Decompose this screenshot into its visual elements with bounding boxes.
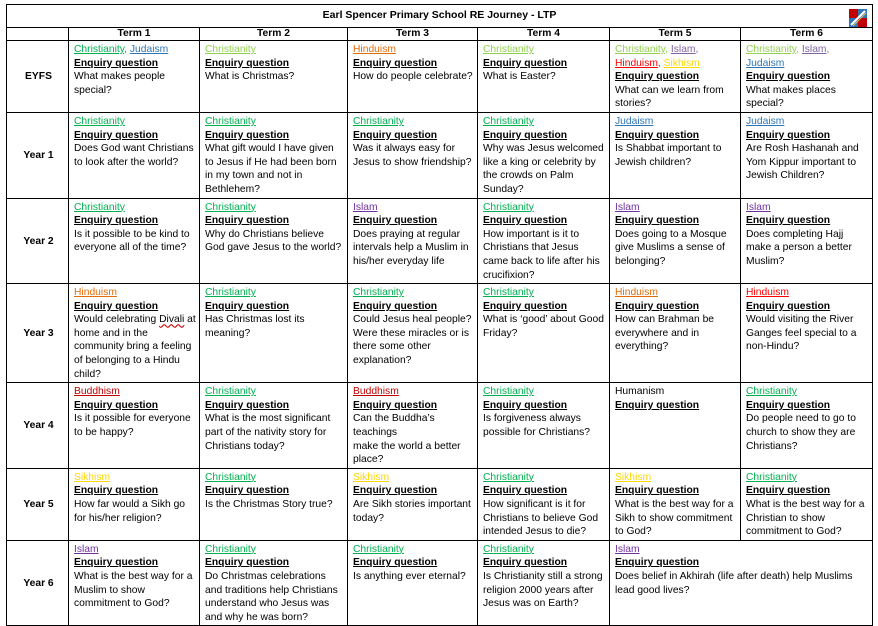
religion-name: Christianity	[483, 386, 534, 398]
religion-name: Christianity	[746, 471, 797, 483]
unit-cell	[741, 198, 873, 284]
religion-name: ,	[657, 57, 664, 69]
religion-name: Christianity	[74, 201, 125, 213]
religion-label	[483, 43, 606, 57]
enquiry-question-text: Does going to a Mosque give Muslims a sense of belonging?	[615, 228, 727, 267]
enquiry-question-label: Enquiry question	[483, 57, 568, 69]
header-term-4: Term 4	[478, 28, 610, 41]
row-label: Year 2	[7, 198, 69, 284]
unit-cell	[478, 383, 610, 469]
enquiry-question-text: Is Shabbat important to Jewish children?	[615, 143, 722, 168]
enquiry-question-label: Enquiry question	[74, 557, 159, 569]
religion-label	[74, 385, 196, 399]
enquiry-question-label: Enquiry question	[746, 71, 831, 83]
unit-cell	[69, 284, 200, 383]
religion-name: ,	[124, 44, 130, 55]
enquiry-question-label: Enquiry question	[746, 399, 831, 411]
header-term-5: Term 5	[610, 28, 741, 41]
religion-name: Christianity	[205, 201, 256, 213]
term-header-row	[7, 28, 873, 41]
unit-cell	[200, 383, 348, 469]
enquiry-question-label: Enquiry question	[746, 485, 831, 497]
unit-cell	[200, 284, 348, 383]
enquiry-question-label: Enquiry question	[205, 129, 290, 141]
religion-name: Hinduism	[746, 287, 789, 299]
religion-name: Christianity	[483, 471, 534, 483]
enquiry-question-text: What is Easter?	[483, 71, 556, 83]
religion-name: Christianity	[205, 44, 256, 55]
enquiry-question-text: How important is it to Christians that Jesus came back to life after his crucifixion?	[483, 228, 600, 281]
religion-name: Christianity	[205, 543, 256, 555]
enquiry-question-label: Enquiry question	[353, 129, 438, 141]
unit-cell	[610, 383, 741, 469]
enquiry-question-label: Enquiry question	[615, 71, 700, 83]
enquiry-question-text: What is the best way for a Christian to show commitment to God?	[746, 499, 865, 538]
unit-cell	[348, 383, 478, 469]
religion-label	[746, 471, 869, 485]
enquiry-question-label: Enquiry question	[205, 215, 290, 227]
unit-cell	[348, 540, 478, 626]
unit-cell	[348, 112, 478, 198]
religion-name: Islam	[801, 44, 827, 55]
enquiry-question-text: Does completing Hajj make a person a better Muslim?	[746, 228, 852, 267]
enquiry-question-text: Is the Christmas Story true?	[205, 499, 333, 510]
enquiry-question-label: Enquiry question	[353, 215, 438, 227]
religion-label	[74, 115, 196, 129]
religion-name: Christianity	[205, 386, 256, 398]
enquiry-question-text: Does praying at regular intervals help a Muslim in his/her everyday life	[353, 228, 469, 267]
religion-name: Sikhism	[663, 57, 700, 69]
unit-cell	[478, 198, 610, 284]
enquiry-question-text: Has Christmas lost its meaning?	[205, 314, 305, 339]
religion-name: Christianity	[483, 44, 534, 55]
religion-name: Christianity	[205, 471, 256, 483]
question-fragment: Divali	[159, 314, 185, 326]
enquiry-question-text: What makes places special?	[746, 84, 836, 110]
unit-cell	[200, 198, 348, 284]
religion-label	[74, 43, 196, 57]
unit-cell	[741, 284, 873, 383]
enquiry-question-label: Enquiry question	[74, 485, 159, 497]
unit-cell	[478, 112, 610, 198]
enquiry-question-label: Enquiry question	[353, 399, 438, 411]
enquiry-question-text: Is Christianity still a strong religion 2000 years after Jesus was on Earth?	[483, 570, 603, 610]
enquiry-question-text: Is forgiveness always possible for Christians?	[483, 413, 591, 439]
ltp-table	[6, 4, 873, 626]
enquiry-question-text: What is the best way for a Sikh to show commitment to God?	[615, 499, 734, 538]
religion-name: Christianity	[205, 115, 256, 127]
row-label: Year 6	[7, 540, 69, 626]
religion-name: Islam	[353, 201, 378, 213]
enquiry-question-text: What gift would I have given to Jesus if He had been born in my town and not in Bethlehem?	[205, 143, 337, 195]
religion-name: Islam	[670, 44, 696, 55]
religion-name: Islam	[615, 201, 640, 213]
unit-cell	[741, 112, 873, 198]
unit-cell	[69, 540, 200, 626]
religion-label	[615, 471, 737, 485]
unit-cell	[610, 112, 741, 198]
enquiry-question-text: What is ‘good’ about Good Friday?	[483, 314, 604, 339]
religion-name: ,	[665, 44, 671, 55]
religion-name: Christianity	[74, 115, 125, 127]
religion-label	[615, 43, 737, 70]
header-term-6: Term 6	[741, 28, 873, 41]
religion-label	[483, 286, 606, 300]
enquiry-question-text: Would visiting the River Ganges feel special to a non-Hindu?	[746, 314, 857, 353]
unit-cell	[478, 540, 610, 626]
religion-name: Judaism	[746, 115, 785, 127]
enquiry-question-text: Why do Christians believe God gave Jesus to the world?	[205, 228, 342, 254]
religion-label	[615, 385, 737, 399]
religion-label	[205, 471, 344, 485]
religion-name: Sikhism	[74, 471, 111, 483]
religion-name: Christianity	[483, 201, 534, 213]
enquiry-question-text: Do people need to go to church to show they are Christians?	[746, 413, 856, 452]
enquiry-question-label: Enquiry question	[483, 215, 568, 227]
religion-label	[353, 543, 474, 557]
enquiry-question-label: Enquiry question	[205, 557, 290, 569]
religion-label	[746, 201, 869, 215]
religion-label	[353, 43, 474, 57]
school-crest-icon	[848, 8, 868, 28]
question-fragment: Would celebrating	[74, 314, 160, 326]
religion-label	[74, 201, 196, 215]
religion-name: ,	[826, 44, 830, 55]
unit-cell	[478, 284, 610, 383]
religion-name: Hinduism	[615, 287, 658, 299]
religion-label	[205, 115, 344, 129]
row-label: EYFS	[7, 41, 69, 113]
religion-name: Christianity	[353, 287, 404, 299]
religion-label	[205, 385, 344, 399]
religion-label	[353, 385, 474, 399]
row-label: Year 5	[7, 468, 69, 540]
enquiry-question-label: Enquiry question	[205, 485, 290, 497]
enquiry-question-label: Enquiry question	[483, 300, 568, 312]
enquiry-question-label: Enquiry question	[615, 557, 700, 569]
religion-name: Buddhism	[74, 386, 120, 398]
religion-label	[483, 543, 606, 557]
religion-label	[353, 115, 474, 129]
unit-cell	[610, 284, 741, 383]
religion-name: ,	[695, 44, 699, 55]
religion-name: Christianity	[205, 287, 256, 299]
religion-label	[483, 471, 606, 485]
enquiry-question-text: Do Christmas celebrations and traditions help Christians understand who Jesus was and why he was born?	[205, 570, 338, 623]
enquiry-question-label: Enquiry question	[353, 57, 438, 69]
religion-label	[615, 115, 737, 129]
enquiry-question-label: Enquiry question	[205, 57, 290, 69]
enquiry-question-label: Enquiry question	[205, 399, 290, 411]
religion-label	[483, 385, 606, 399]
enquiry-question-text: Is it possible to be kind to everyone all of the time?	[74, 228, 190, 254]
religion-name: Christianity	[483, 287, 534, 299]
religion-name: Humanism	[615, 386, 665, 398]
table-row	[7, 41, 873, 113]
unit-cell	[69, 41, 200, 113]
unit-cell	[348, 468, 478, 540]
enquiry-question-label: Enquiry question	[746, 300, 831, 312]
religion-name: Buddhism	[353, 386, 399, 398]
enquiry-question-label: Enquiry question	[353, 485, 438, 497]
religion-name: Hinduism	[74, 287, 117, 299]
religion-label	[615, 201, 737, 215]
enquiry-question-text: What makes people special?	[74, 71, 166, 96]
religion-name: Islam	[74, 543, 99, 555]
table-row	[7, 468, 873, 540]
enquiry-question-text: Was it always easy for Jesus to show friendship?	[353, 143, 472, 168]
header-term-2: Term 2	[200, 28, 348, 41]
enquiry-question-label: Enquiry question	[74, 129, 159, 141]
table-row	[7, 112, 873, 198]
religion-label	[615, 286, 737, 300]
religion-label	[483, 201, 606, 215]
row-label: Year 1	[7, 112, 69, 198]
religion-label	[205, 543, 344, 557]
enquiry-question-label: Enquiry question	[483, 557, 568, 569]
unit-cell	[348, 284, 478, 383]
religion-name: Christianity	[746, 386, 797, 398]
unit-cell	[348, 198, 478, 284]
religion-name: Islam	[615, 543, 640, 555]
religion-name: Hinduism	[353, 44, 396, 55]
table-row	[7, 383, 873, 469]
enquiry-question-text: Is anything ever eternal?	[353, 570, 466, 582]
header-term-3: Term 3	[348, 28, 478, 41]
unit-cell	[610, 468, 741, 540]
unit-cell	[610, 198, 741, 284]
religion-label	[483, 115, 606, 129]
religion-label	[205, 43, 344, 57]
row-label: Year 4	[7, 383, 69, 469]
enquiry-question-label: Enquiry question	[483, 129, 568, 141]
enquiry-question-label: Enquiry question	[483, 399, 568, 411]
unit-cell	[741, 383, 873, 469]
unit-cell	[200, 41, 348, 113]
enquiry-question-text: How significant is it for Christians to believe God intended Jesus to die?	[483, 499, 599, 538]
unit-cell	[200, 468, 348, 540]
religion-name: Sikhism	[615, 471, 652, 483]
enquiry-question-text: What is Christmas?	[205, 71, 295, 83]
page-title: Earl Spencer Primary School RE Journey - LTP	[322, 9, 557, 22]
religion-name: Hinduism	[615, 57, 658, 69]
enquiry-question-text: Does belief in Akhirah (life after death) help Muslims lead good lives?	[615, 570, 853, 596]
table-row	[7, 284, 873, 383]
religion-label	[74, 286, 196, 300]
enquiry-question-label: Enquiry question	[615, 129, 700, 141]
unit-cell	[478, 41, 610, 113]
enquiry-question-text: Could Jesus heal people? Were these miracles or is there some other explanation?	[353, 314, 472, 367]
enquiry-question-label: Enquiry question	[615, 399, 700, 411]
religion-name: Judaism	[129, 44, 169, 55]
enquiry-question-text: Can the Buddha’s teachings make the world a better place?	[353, 413, 461, 466]
enquiry-question-label: Enquiry question	[746, 215, 831, 227]
header-term-1: Term 1	[69, 28, 200, 41]
religion-name: Islam	[746, 201, 771, 213]
religion-label	[746, 43, 869, 70]
page-title-cell	[7, 5, 873, 28]
religion-name: Christianity	[483, 115, 534, 127]
enquiry-question-text: Are Rosh Hashanah and Yom Kippur important to Jewish Children?	[746, 143, 859, 182]
enquiry-question-label: Enquiry question	[615, 485, 700, 497]
table-row	[7, 540, 873, 626]
religion-label	[205, 286, 344, 300]
religion-label	[746, 115, 869, 129]
enquiry-question-text: Does God want Christians to look after the world?	[74, 143, 194, 168]
question-fragment: at home and in the community bring a feeling of belonging to a Hindu child?	[74, 314, 196, 380]
enquiry-question-label: Enquiry question	[205, 300, 290, 312]
religion-name: Christianity	[615, 44, 666, 55]
religion-name: Christianity	[74, 44, 125, 55]
religion-name: Christianity	[353, 543, 404, 555]
enquiry-question-text: How far would a Sikh go for his/her religion?	[74, 499, 186, 524]
header-corner	[7, 28, 69, 41]
enquiry-question-text: How can Brahman be everywhere and in everything?	[615, 314, 715, 353]
enquiry-question-text: What is the most significant part of the nativity story for Christians today?	[205, 413, 331, 452]
enquiry-question-text: Is it possible for everyone to be happy?	[74, 413, 191, 439]
unit-cell	[200, 540, 348, 626]
unit-cell	[69, 112, 200, 198]
religion-label	[746, 385, 869, 399]
enquiry-question-label: Enquiry question	[483, 485, 568, 497]
religion-name: Judaism	[746, 57, 785, 69]
unit-cell	[478, 468, 610, 540]
enquiry-question-label: Enquiry question	[74, 300, 159, 312]
unit-cell	[348, 41, 478, 113]
enquiry-question-label: Enquiry question	[74, 57, 159, 69]
enquiry-question-label: Enquiry question	[615, 300, 700, 312]
enquiry-question-text: What can we learn from stories?	[615, 84, 724, 110]
enquiry-question-text	[74, 313, 196, 381]
enquiry-question-label: Enquiry question	[746, 129, 831, 141]
enquiry-question-label: Enquiry question	[74, 399, 159, 411]
religion-name: Christianity	[746, 44, 797, 55]
enquiry-question-text: What is the best way for a Muslim to show commitment to God?	[74, 570, 193, 610]
enquiry-question-text: Are Sikh stories important today?	[353, 499, 471, 524]
unit-cell	[69, 198, 200, 284]
unit-cell	[69, 383, 200, 469]
religion-name: Judaism	[615, 115, 654, 127]
religion-label	[205, 201, 344, 215]
religion-name: ,	[796, 44, 802, 55]
unit-cell	[741, 468, 873, 540]
table-row	[7, 198, 873, 284]
row-label: Year 3	[7, 284, 69, 383]
enquiry-question-text: How do people celebrate?	[353, 71, 473, 83]
unit-cell	[69, 468, 200, 540]
religion-label	[615, 543, 869, 557]
enquiry-question-label: Enquiry question	[353, 300, 438, 312]
unit-cell	[741, 41, 873, 113]
religion-label	[746, 286, 869, 300]
enquiry-question-label: Enquiry question	[353, 557, 438, 569]
enquiry-question-text: Why was Jesus welcomed like a king or celebrity by the crowds on Palm Sunday?	[483, 143, 604, 195]
unit-cell	[610, 41, 741, 113]
enquiry-question-label: Enquiry question	[615, 215, 700, 227]
religion-label	[353, 201, 474, 215]
religion-label	[74, 471, 196, 485]
religion-name: Sikhism	[353, 471, 390, 483]
unit-cell	[610, 540, 873, 626]
religion-name: Christianity	[483, 543, 534, 555]
religion-label	[74, 543, 196, 557]
enquiry-question-label: Enquiry question	[74, 215, 159, 227]
religion-label	[353, 471, 474, 485]
religion-name: Christianity	[353, 115, 404, 127]
unit-cell	[200, 112, 348, 198]
religion-label	[353, 286, 474, 300]
